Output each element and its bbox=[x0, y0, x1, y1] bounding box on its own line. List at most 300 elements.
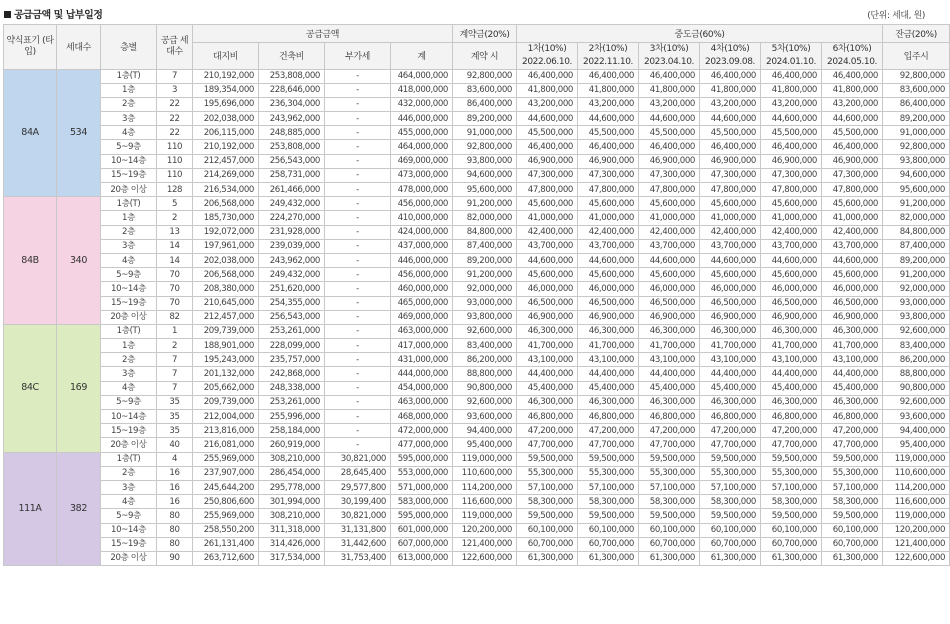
supply-households-cell: 7 bbox=[157, 367, 193, 381]
total-cell: 468,000,000 bbox=[391, 410, 453, 424]
middle-payment-1-cell: 46,500,000 bbox=[517, 296, 578, 310]
total-cell: 595,000,000 bbox=[391, 509, 453, 523]
middle-payment-3-cell: 42,400,000 bbox=[639, 225, 700, 239]
middle-payment-5-cell: 57,100,000 bbox=[761, 480, 822, 494]
building-cell: 249,432,000 bbox=[259, 197, 325, 211]
middle-payment-6-cell: 46,900,000 bbox=[822, 154, 883, 168]
supply-households-cell: 2 bbox=[157, 211, 193, 225]
households-cell: 382 bbox=[57, 452, 101, 566]
total-cell: 469,000,000 bbox=[391, 310, 453, 324]
middle-payment-2-cell: 60,100,000 bbox=[578, 523, 639, 537]
supply-households-cell: 16 bbox=[157, 495, 193, 509]
middle-payment-5-cell: 46,900,000 bbox=[761, 154, 822, 168]
header-m1: 1차(10%) 2022.06.10. bbox=[517, 42, 578, 69]
middle-payment-1-cell: 44,600,000 bbox=[517, 253, 578, 267]
balance-cell: 83,400,000 bbox=[883, 339, 950, 353]
land-cell: 202,038,000 bbox=[193, 112, 259, 126]
building-cell: 224,270,000 bbox=[259, 211, 325, 225]
balance-cell: 93,000,000 bbox=[883, 296, 950, 310]
contract-cell: 90,800,000 bbox=[453, 381, 517, 395]
middle-payment-4-cell: 45,600,000 bbox=[700, 197, 761, 211]
land-cell: 205,662,000 bbox=[193, 381, 259, 395]
floor-cell: 5~9층 bbox=[101, 140, 157, 154]
middle-payment-4-cell: 46,300,000 bbox=[700, 395, 761, 409]
vat-cell: - bbox=[325, 296, 391, 310]
balance-cell: 94,600,000 bbox=[883, 168, 950, 182]
supply-households-cell: 13 bbox=[157, 225, 193, 239]
middle-payment-6-cell: 45,500,000 bbox=[822, 126, 883, 140]
floor-cell: 10~14층 bbox=[101, 154, 157, 168]
balance-cell: 91,000,000 bbox=[883, 126, 950, 140]
building-cell: 243,962,000 bbox=[259, 112, 325, 126]
middle-payment-4-cell: 45,600,000 bbox=[700, 268, 761, 282]
middle-payment-4-cell: 57,100,000 bbox=[700, 480, 761, 494]
total-cell: 469,000,000 bbox=[391, 154, 453, 168]
contract-cell: 93,000,000 bbox=[453, 296, 517, 310]
land-cell: 195,243,000 bbox=[193, 353, 259, 367]
middle-payment-6-cell: 41,000,000 bbox=[822, 211, 883, 225]
middle-payment-3-cell: 46,900,000 bbox=[639, 154, 700, 168]
total-cell: 464,000,000 bbox=[391, 140, 453, 154]
middle-payment-1-cell: 59,500,000 bbox=[517, 509, 578, 523]
middle-payment-6-cell: 60,700,000 bbox=[822, 537, 883, 551]
vat-cell: - bbox=[325, 324, 391, 338]
middle-payment-1-cell: 44,400,000 bbox=[517, 367, 578, 381]
supply-households-cell: 35 bbox=[157, 424, 193, 438]
total-cell: 437,000,000 bbox=[391, 239, 453, 253]
middle-payment-6-cell: 46,300,000 bbox=[822, 395, 883, 409]
table-row bbox=[4, 211, 950, 225]
table-row bbox=[4, 410, 950, 424]
vat-cell: - bbox=[325, 395, 391, 409]
floor-cell: 3층 bbox=[101, 480, 157, 494]
floor-cell: 2층 bbox=[101, 353, 157, 367]
land-cell: 255,969,000 bbox=[193, 509, 259, 523]
vat-cell: - bbox=[325, 225, 391, 239]
vat-cell: 31,442,600 bbox=[325, 537, 391, 551]
middle-payment-5-cell: 60,100,000 bbox=[761, 523, 822, 537]
total-cell: 444,000,000 bbox=[391, 367, 453, 381]
table-row bbox=[4, 509, 950, 523]
vat-cell: 31,753,400 bbox=[325, 551, 391, 565]
contract-cell: 82,000,000 bbox=[453, 211, 517, 225]
middle-payment-2-cell: 41,000,000 bbox=[578, 211, 639, 225]
building-cell: 314,426,000 bbox=[259, 537, 325, 551]
total-cell: 601,000,000 bbox=[391, 523, 453, 537]
middle-payment-3-cell: 55,300,000 bbox=[639, 466, 700, 480]
balance-cell: 92,600,000 bbox=[883, 324, 950, 338]
header-bar bbox=[0, 0, 929, 21]
floor-cell: 3층 bbox=[101, 239, 157, 253]
middle-payment-5-cell: 45,600,000 bbox=[761, 268, 822, 282]
vat-cell: 29,577,800 bbox=[325, 480, 391, 494]
balance-cell: 110,600,000 bbox=[883, 466, 950, 480]
contract-cell: 92,600,000 bbox=[453, 324, 517, 338]
middle-payment-4-cell: 46,500,000 bbox=[700, 296, 761, 310]
floor-cell: 5~9층 bbox=[101, 395, 157, 409]
land-cell: 263,712,600 bbox=[193, 551, 259, 565]
middle-payment-3-cell: 60,100,000 bbox=[639, 523, 700, 537]
table-row bbox=[4, 239, 950, 253]
total-cell: 472,000,000 bbox=[391, 424, 453, 438]
floor-cell: 15~19층 bbox=[101, 168, 157, 182]
table-row bbox=[4, 225, 950, 239]
middle-payment-1-cell: 41,700,000 bbox=[517, 339, 578, 353]
floor-cell: 5~9층 bbox=[101, 268, 157, 282]
table-row bbox=[4, 282, 950, 296]
total-cell: 454,000,000 bbox=[391, 381, 453, 395]
middle-payment-2-cell: 42,400,000 bbox=[578, 225, 639, 239]
land-cell: 210,192,000 bbox=[193, 69, 259, 83]
middle-payment-5-cell: 46,900,000 bbox=[761, 310, 822, 324]
middle-payment-5-cell: 58,300,000 bbox=[761, 495, 822, 509]
balance-cell: 92,600,000 bbox=[883, 395, 950, 409]
contract-cell: 83,600,000 bbox=[453, 83, 517, 97]
floor-cell: 1층(T) bbox=[101, 197, 157, 211]
middle-payment-2-cell: 46,300,000 bbox=[578, 324, 639, 338]
total-cell: 456,000,000 bbox=[391, 268, 453, 282]
floor-cell: 15~19층 bbox=[101, 296, 157, 310]
building-cell: 242,868,000 bbox=[259, 367, 325, 381]
table-row bbox=[4, 353, 950, 367]
building-cell: 248,338,000 bbox=[259, 381, 325, 395]
building-cell: 260,919,000 bbox=[259, 438, 325, 452]
middle-payment-2-cell: 45,400,000 bbox=[578, 381, 639, 395]
supply-households-cell: 70 bbox=[157, 296, 193, 310]
middle-payment-5-cell: 44,600,000 bbox=[761, 112, 822, 126]
contract-cell: 94,600,000 bbox=[453, 168, 517, 182]
middle-payment-2-cell: 46,400,000 bbox=[578, 69, 639, 83]
supply-households-cell: 4 bbox=[157, 452, 193, 466]
table-row bbox=[4, 523, 950, 537]
contract-cell: 86,400,000 bbox=[453, 97, 517, 111]
balance-cell: 95,600,000 bbox=[883, 183, 950, 197]
vat-cell: - bbox=[325, 253, 391, 267]
middle-payment-2-cell: 44,400,000 bbox=[578, 367, 639, 381]
middle-payment-6-cell: 61,300,000 bbox=[822, 551, 883, 565]
middle-payment-1-cell: 43,200,000 bbox=[517, 97, 578, 111]
middle-payment-6-cell: 44,600,000 bbox=[822, 112, 883, 126]
middle-payment-5-cell: 45,600,000 bbox=[761, 197, 822, 211]
contract-cell: 91,200,000 bbox=[453, 268, 517, 282]
middle-payment-3-cell: 45,600,000 bbox=[639, 197, 700, 211]
middle-payment-5-cell: 44,600,000 bbox=[761, 253, 822, 267]
middle-payment-3-cell: 44,400,000 bbox=[639, 367, 700, 381]
land-cell: 201,132,000 bbox=[193, 367, 259, 381]
building-cell: 256,543,000 bbox=[259, 154, 325, 168]
contract-cell: 122,600,000 bbox=[453, 551, 517, 565]
table-row bbox=[4, 438, 950, 452]
supply-households-cell: 80 bbox=[157, 537, 193, 551]
header-type: 약식표기 (타입) bbox=[4, 25, 57, 70]
header-m2: 2차(10%) 2022.11.10. bbox=[578, 42, 639, 69]
supply-households-cell: 110 bbox=[157, 140, 193, 154]
header-contract-when: 계약 시 bbox=[453, 42, 517, 69]
middle-payment-1-cell: 46,900,000 bbox=[517, 154, 578, 168]
type-cell: 84C bbox=[4, 324, 57, 452]
header-building: 건축비 bbox=[259, 42, 325, 69]
middle-payment-1-cell: 44,600,000 bbox=[517, 112, 578, 126]
middle-payment-4-cell: 58,300,000 bbox=[700, 495, 761, 509]
middle-payment-4-cell: 45,400,000 bbox=[700, 381, 761, 395]
middle-payment-1-cell: 47,300,000 bbox=[517, 168, 578, 182]
middle-payment-3-cell: 59,500,000 bbox=[639, 509, 700, 523]
land-cell: 202,038,000 bbox=[193, 253, 259, 267]
middle-payment-5-cell: 59,500,000 bbox=[761, 452, 822, 466]
land-cell: 195,696,000 bbox=[193, 97, 259, 111]
middle-payment-2-cell: 45,500,000 bbox=[578, 126, 639, 140]
land-cell: 216,081,000 bbox=[193, 438, 259, 452]
contract-cell: 95,400,000 bbox=[453, 438, 517, 452]
middle-payment-4-cell: 59,500,000 bbox=[700, 452, 761, 466]
total-cell: 463,000,000 bbox=[391, 324, 453, 338]
middle-payment-5-cell: 47,300,000 bbox=[761, 168, 822, 182]
middle-payment-2-cell: 43,100,000 bbox=[578, 353, 639, 367]
middle-payment-6-cell: 45,600,000 bbox=[822, 268, 883, 282]
middle-payment-5-cell: 43,200,000 bbox=[761, 97, 822, 111]
header-floor: 층별 bbox=[101, 25, 157, 70]
vat-cell: - bbox=[325, 339, 391, 353]
middle-payment-2-cell: 58,300,000 bbox=[578, 495, 639, 509]
land-cell: 209,739,000 bbox=[193, 395, 259, 409]
land-cell: 212,457,000 bbox=[193, 310, 259, 324]
middle-payment-2-cell: 46,500,000 bbox=[578, 296, 639, 310]
middle-payment-4-cell: 43,100,000 bbox=[700, 353, 761, 367]
middle-payment-3-cell: 47,700,000 bbox=[639, 438, 700, 452]
middle-payment-5-cell: 43,100,000 bbox=[761, 353, 822, 367]
middle-payment-2-cell: 60,700,000 bbox=[578, 537, 639, 551]
square-bullet-icon bbox=[4, 11, 11, 18]
header-supply-households: 공급 세대수 bbox=[157, 25, 193, 70]
middle-payment-5-cell: 55,300,000 bbox=[761, 466, 822, 480]
middle-payment-3-cell: 61,300,000 bbox=[639, 551, 700, 565]
land-cell: 245,644,200 bbox=[193, 480, 259, 494]
header-m3: 3차(10%) 2023.04.10. bbox=[639, 42, 700, 69]
middle-payment-3-cell: 43,700,000 bbox=[639, 239, 700, 253]
table-row bbox=[4, 154, 950, 168]
vat-cell: - bbox=[325, 211, 391, 225]
building-cell: 253,261,000 bbox=[259, 395, 325, 409]
total-cell: 446,000,000 bbox=[391, 112, 453, 126]
land-cell: 258,550,200 bbox=[193, 523, 259, 537]
contract-cell: 121,400,000 bbox=[453, 537, 517, 551]
middle-payment-5-cell: 46,300,000 bbox=[761, 324, 822, 338]
middle-payment-2-cell: 46,900,000 bbox=[578, 154, 639, 168]
middle-payment-4-cell: 46,400,000 bbox=[700, 140, 761, 154]
contract-cell: 84,800,000 bbox=[453, 225, 517, 239]
supply-households-cell: 16 bbox=[157, 466, 193, 480]
table-row bbox=[4, 310, 950, 324]
middle-payment-6-cell: 57,100,000 bbox=[822, 480, 883, 494]
middle-payment-3-cell: 45,500,000 bbox=[639, 126, 700, 140]
contract-cell: 92,800,000 bbox=[453, 140, 517, 154]
floor-cell: 4층 bbox=[101, 495, 157, 509]
building-cell: 308,210,000 bbox=[259, 452, 325, 466]
middle-payment-1-cell: 45,400,000 bbox=[517, 381, 578, 395]
vat-cell: - bbox=[325, 83, 391, 97]
middle-payment-2-cell: 41,700,000 bbox=[578, 339, 639, 353]
supply-households-cell: 128 bbox=[157, 183, 193, 197]
building-cell: 253,808,000 bbox=[259, 140, 325, 154]
balance-cell: 93,800,000 bbox=[883, 310, 950, 324]
supply-households-cell: 70 bbox=[157, 282, 193, 296]
land-cell: 213,816,000 bbox=[193, 424, 259, 438]
middle-payment-6-cell: 55,300,000 bbox=[822, 466, 883, 480]
vat-cell: 30,821,000 bbox=[325, 452, 391, 466]
contract-cell: 91,000,000 bbox=[453, 126, 517, 140]
contract-cell: 93,600,000 bbox=[453, 410, 517, 424]
middle-payment-1-cell: 41,000,000 bbox=[517, 211, 578, 225]
supply-households-cell: 35 bbox=[157, 410, 193, 424]
middle-payment-4-cell: 59,500,000 bbox=[700, 509, 761, 523]
building-cell: 253,261,000 bbox=[259, 324, 325, 338]
balance-cell: 91,200,000 bbox=[883, 268, 950, 282]
contract-cell: 93,800,000 bbox=[453, 154, 517, 168]
land-cell: 210,645,000 bbox=[193, 296, 259, 310]
vat-cell: - bbox=[325, 197, 391, 211]
building-cell: 243,962,000 bbox=[259, 253, 325, 267]
middle-payment-2-cell: 45,600,000 bbox=[578, 197, 639, 211]
middle-payment-6-cell: 45,400,000 bbox=[822, 381, 883, 395]
floor-cell: 1층(T) bbox=[101, 452, 157, 466]
middle-payment-6-cell: 46,500,000 bbox=[822, 296, 883, 310]
middle-payment-2-cell: 46,800,000 bbox=[578, 410, 639, 424]
land-cell: 206,568,000 bbox=[193, 197, 259, 211]
contract-cell: 116,600,000 bbox=[453, 495, 517, 509]
middle-payment-5-cell: 41,700,000 bbox=[761, 339, 822, 353]
page-title bbox=[4, 6, 102, 21]
middle-payment-3-cell: 44,600,000 bbox=[639, 253, 700, 267]
middle-payment-5-cell: 46,400,000 bbox=[761, 69, 822, 83]
middle-payment-4-cell: 46,900,000 bbox=[700, 154, 761, 168]
middle-payment-2-cell: 41,800,000 bbox=[578, 83, 639, 97]
middle-payment-5-cell: 59,500,000 bbox=[761, 509, 822, 523]
total-cell: 473,000,000 bbox=[391, 168, 453, 182]
floor-cell: 20층 이상 bbox=[101, 310, 157, 324]
vat-cell: - bbox=[325, 424, 391, 438]
households-cell: 169 bbox=[57, 324, 101, 452]
middle-payment-6-cell: 58,300,000 bbox=[822, 495, 883, 509]
vat-cell: - bbox=[325, 353, 391, 367]
building-cell: 308,210,000 bbox=[259, 509, 325, 523]
header-middle-group: 중도금(60%) bbox=[517, 25, 883, 43]
middle-payment-4-cell: 43,200,000 bbox=[700, 97, 761, 111]
middle-payment-1-cell: 45,600,000 bbox=[517, 197, 578, 211]
total-cell: 607,000,000 bbox=[391, 537, 453, 551]
middle-payment-3-cell: 43,200,000 bbox=[639, 97, 700, 111]
middle-payment-4-cell: 60,100,000 bbox=[700, 523, 761, 537]
middle-payment-1-cell: 46,800,000 bbox=[517, 410, 578, 424]
vat-cell: - bbox=[325, 438, 391, 452]
contract-cell: 94,400,000 bbox=[453, 424, 517, 438]
middle-payment-3-cell: 58,300,000 bbox=[639, 495, 700, 509]
balance-cell: 92,800,000 bbox=[883, 69, 950, 83]
building-cell: 253,808,000 bbox=[259, 69, 325, 83]
balance-cell: 88,800,000 bbox=[883, 367, 950, 381]
middle-payment-1-cell: 46,000,000 bbox=[517, 282, 578, 296]
land-cell: 185,730,000 bbox=[193, 211, 259, 225]
middle-payment-5-cell: 60,700,000 bbox=[761, 537, 822, 551]
contract-cell: 88,800,000 bbox=[453, 367, 517, 381]
land-cell: 188,901,000 bbox=[193, 339, 259, 353]
middle-payment-4-cell: 44,400,000 bbox=[700, 367, 761, 381]
balance-cell: 92,000,000 bbox=[883, 282, 950, 296]
table-row bbox=[4, 381, 950, 395]
balance-cell: 114,200,000 bbox=[883, 480, 950, 494]
table-row bbox=[4, 495, 950, 509]
middle-payment-3-cell: 46,300,000 bbox=[639, 395, 700, 409]
building-cell: 254,355,000 bbox=[259, 296, 325, 310]
middle-payment-3-cell: 57,100,000 bbox=[639, 480, 700, 494]
building-cell: 261,466,000 bbox=[259, 183, 325, 197]
balance-cell: 93,800,000 bbox=[883, 154, 950, 168]
supply-households-cell: 22 bbox=[157, 126, 193, 140]
middle-payment-6-cell: 44,400,000 bbox=[822, 367, 883, 381]
middle-payment-6-cell: 60,100,000 bbox=[822, 523, 883, 537]
middle-payment-4-cell: 45,500,000 bbox=[700, 126, 761, 140]
middle-payment-5-cell: 47,800,000 bbox=[761, 183, 822, 197]
table-row bbox=[4, 69, 950, 83]
vat-cell: - bbox=[325, 97, 391, 111]
middle-payment-6-cell: 43,200,000 bbox=[822, 97, 883, 111]
middle-payment-2-cell: 43,200,000 bbox=[578, 97, 639, 111]
middle-payment-6-cell: 43,100,000 bbox=[822, 353, 883, 367]
supply-households-cell: 14 bbox=[157, 253, 193, 267]
floor-cell: 15~19층 bbox=[101, 537, 157, 551]
middle-payment-2-cell: 43,700,000 bbox=[578, 239, 639, 253]
header-land: 대지비 bbox=[193, 42, 259, 69]
contract-cell: 89,200,000 bbox=[453, 253, 517, 267]
floor-cell: 15~19층 bbox=[101, 424, 157, 438]
building-cell: 258,184,000 bbox=[259, 424, 325, 438]
floor-cell: 20층 이상 bbox=[101, 183, 157, 197]
middle-payment-5-cell: 46,400,000 bbox=[761, 140, 822, 154]
households-cell: 340 bbox=[57, 197, 101, 325]
middle-payment-1-cell: 43,700,000 bbox=[517, 239, 578, 253]
vat-cell: - bbox=[325, 410, 391, 424]
floor-cell: 10~14층 bbox=[101, 410, 157, 424]
balance-cell: 86,200,000 bbox=[883, 353, 950, 367]
building-cell: 248,885,000 bbox=[259, 126, 325, 140]
type-cell: 111A bbox=[4, 452, 57, 566]
middle-payment-6-cell: 41,700,000 bbox=[822, 339, 883, 353]
middle-payment-6-cell: 46,800,000 bbox=[822, 410, 883, 424]
land-cell: 192,072,000 bbox=[193, 225, 259, 239]
middle-payment-1-cell: 58,300,000 bbox=[517, 495, 578, 509]
balance-cell: 92,800,000 bbox=[883, 140, 950, 154]
supply-households-cell: 2 bbox=[157, 339, 193, 353]
vat-cell: 28,645,400 bbox=[325, 466, 391, 480]
middle-payment-2-cell: 47,700,000 bbox=[578, 438, 639, 452]
table-row bbox=[4, 112, 950, 126]
supply-households-cell: 14 bbox=[157, 239, 193, 253]
building-cell: 251,620,000 bbox=[259, 282, 325, 296]
middle-payment-2-cell: 61,300,000 bbox=[578, 551, 639, 565]
table-row bbox=[4, 126, 950, 140]
middle-payment-4-cell: 55,300,000 bbox=[700, 466, 761, 480]
middle-payment-6-cell: 46,900,000 bbox=[822, 310, 883, 324]
middle-payment-1-cell: 41,800,000 bbox=[517, 83, 578, 97]
table-row bbox=[4, 197, 950, 211]
middle-payment-2-cell: 55,300,000 bbox=[578, 466, 639, 480]
supply-households-cell: 110 bbox=[157, 168, 193, 182]
total-cell: 460,000,000 bbox=[391, 282, 453, 296]
middle-payment-5-cell: 46,800,000 bbox=[761, 410, 822, 424]
table-row bbox=[4, 183, 950, 197]
middle-payment-3-cell: 45,600,000 bbox=[639, 268, 700, 282]
middle-payment-1-cell: 42,400,000 bbox=[517, 225, 578, 239]
middle-payment-5-cell: 46,300,000 bbox=[761, 395, 822, 409]
